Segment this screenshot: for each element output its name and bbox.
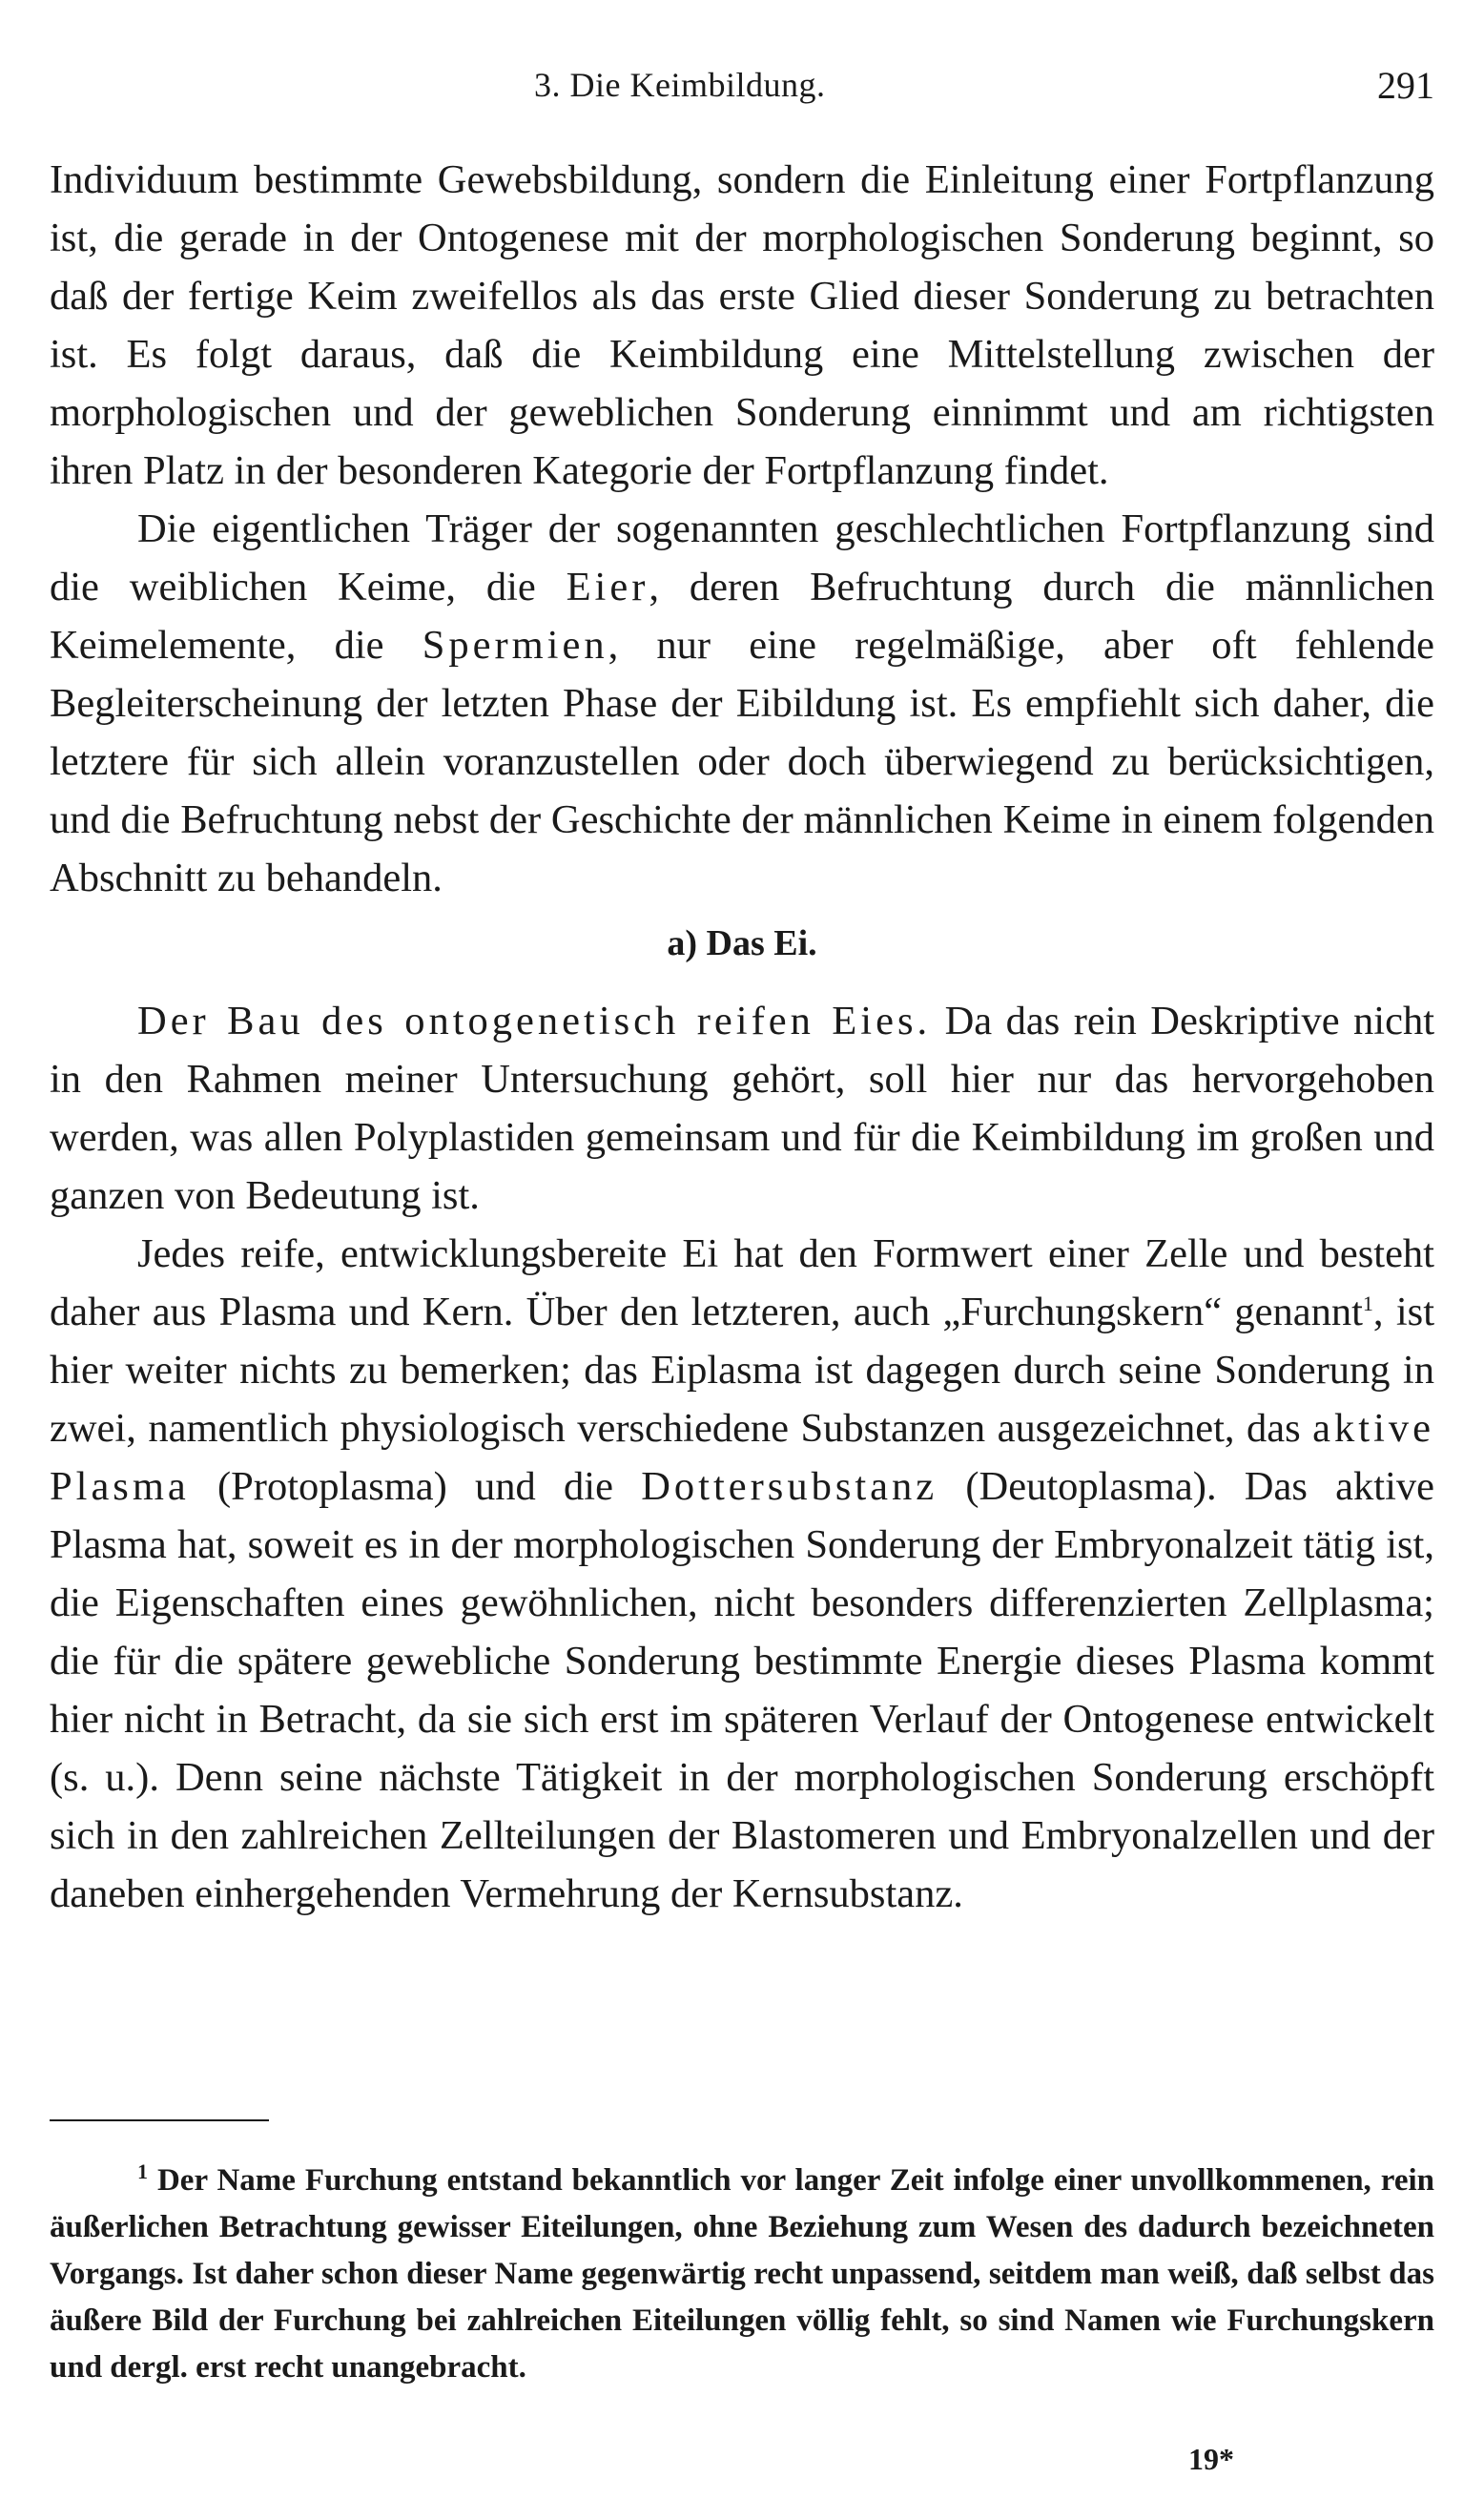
spaced-lead-phrase: Der Bau des ontogenetisch reifen Eies. xyxy=(137,999,932,1043)
section-heading: a) Das Ei. xyxy=(667,923,817,963)
text-run: Die eigentlichen Träger der sogenannten geschlechtlichen Fortpflanzung sind die weiblichen Keime, die xyxy=(50,506,1434,609)
text-run: , nur eine regelmäßige, aber oft fehlende Begleiterscheinung der letzten Phase der Eibildung ist. Es empfiehlt sich daher, die letztere für sich allein voranzustellen oder doch überwiegend zu berücksichtigen, und die Befruchtung nebst der Geschichte der männlichen Keime in einem folgenden Abschnitt zu behandeln. xyxy=(50,623,1434,900)
footnote-marker: 1 xyxy=(137,2159,148,2183)
text-run: Da das rein Deskriptive nicht in den Rahmen meiner Untersuchung gehört, soll hier nur das hervorgehoben werden, was allen Polyplastiden gemeinsam und für die Keimbildung im großen und ganzen von Bedeutung ist. xyxy=(50,999,1434,1218)
running-header xyxy=(0,55,1484,113)
main-text xyxy=(50,151,1434,1923)
text-run: , ist hier weiter nichts zu bemerken; das Eiplasma ist dagegen durch seine Sonderung in zwei, namentlich physiologisch verschiedene Substanzen ausgezeichnet, das xyxy=(50,1290,1434,1451)
footnote xyxy=(50,2158,1434,2391)
text-run: (Protoplasma) und die xyxy=(189,1464,642,1509)
footnote-text: Der Name Furchung entstand bekanntlich vor langer Zeit infolge einer unvollkommenen, rein äußerlichen Betrachtung gewisser Eiteilungen, ohne Beziehung zum Wesen des dadurch bezeichneten Vorgangs. Ist daher schon dieser Name gegenwärtig recht unpassend, seitdem man weiß, daß selbst das äußere Bild der Furchung bei zahlreichen Eiteilungen völlig fehlt, so sind Namen wie Furchungskern und dergl. erst recht unangebracht. xyxy=(50,2163,1434,2385)
text-run: Jedes reife, entwicklungsbereite Ei hat den Formwert einer Zelle und besteht daher aus Plasma und Kern. Über den letzteren, auch „Furchungskern“ genannt xyxy=(50,1231,1434,1334)
page-number: 291 xyxy=(1377,64,1434,107)
paragraph-continued: Individuum bestimmte Gewebsbildung, sondern die Einleitung einer Fortpflanzung ist, die gerade in der Ontogenese mit der morphologischen Sonderung beginnt, so daß der fertige Keim zweifellos als das erste Glied dieser Sonderung zu betrachten ist. Es folgt daraus, daß die Keimbildung eine Mittelstellung zwischen der morphologischen und der geweblichen Sonderung einnimmt und am richtigsten ihren Platz in der besonderen Kategorie der Fortpflanzung findet. xyxy=(50,157,1434,493)
text-run: , deren Befruchtung durch die männlichen Keimelemente, die xyxy=(50,565,1434,668)
spaced-term-spermien: Spermien xyxy=(422,623,608,668)
footnote-paragraph xyxy=(50,2158,1434,2391)
spaced-term-aktives-plasma: aktive Plasma xyxy=(50,1406,1434,1509)
spaced-term-eier: Eier xyxy=(566,565,649,609)
running-title: 3. Die Keimbildung. xyxy=(534,66,826,104)
spaced-term-dottersubstanz: Dottersubstanz xyxy=(641,1464,938,1509)
text-run: (Deutoplasma). Das aktive Plasma hat, soweit es in der morphologischen Sonderung der Embryonalzeit tätig ist, die Eigenschaften eines gewöhnlichen, nicht besonders differenzierten Zellplasma; die für die spätere gewebliche Sonderung bestimmte Energie dieses Plasma kommt hier nicht in Betracht, da sie sich erst im späteren Verlauf der Ontogenese entwickelt (s. u.). Denn seine nächste Tätigkeit in der morphologischen Sonderung erschöpft sich in den zahlreichen Zellteilungen der Blastomeren und Embryonalzellen und der daneben einhergehenden Vermehrung der Kernsubstanz. xyxy=(50,1464,1434,1916)
footnote-divider xyxy=(50,2119,269,2121)
footnote-reference: 1 xyxy=(1362,1291,1373,1315)
paragraph-traeger xyxy=(50,500,1434,907)
paragraph-bau xyxy=(50,992,1434,1225)
printer-signature: 19* xyxy=(1188,2442,1234,2476)
paragraph-jedes-ei xyxy=(50,1225,1434,1923)
